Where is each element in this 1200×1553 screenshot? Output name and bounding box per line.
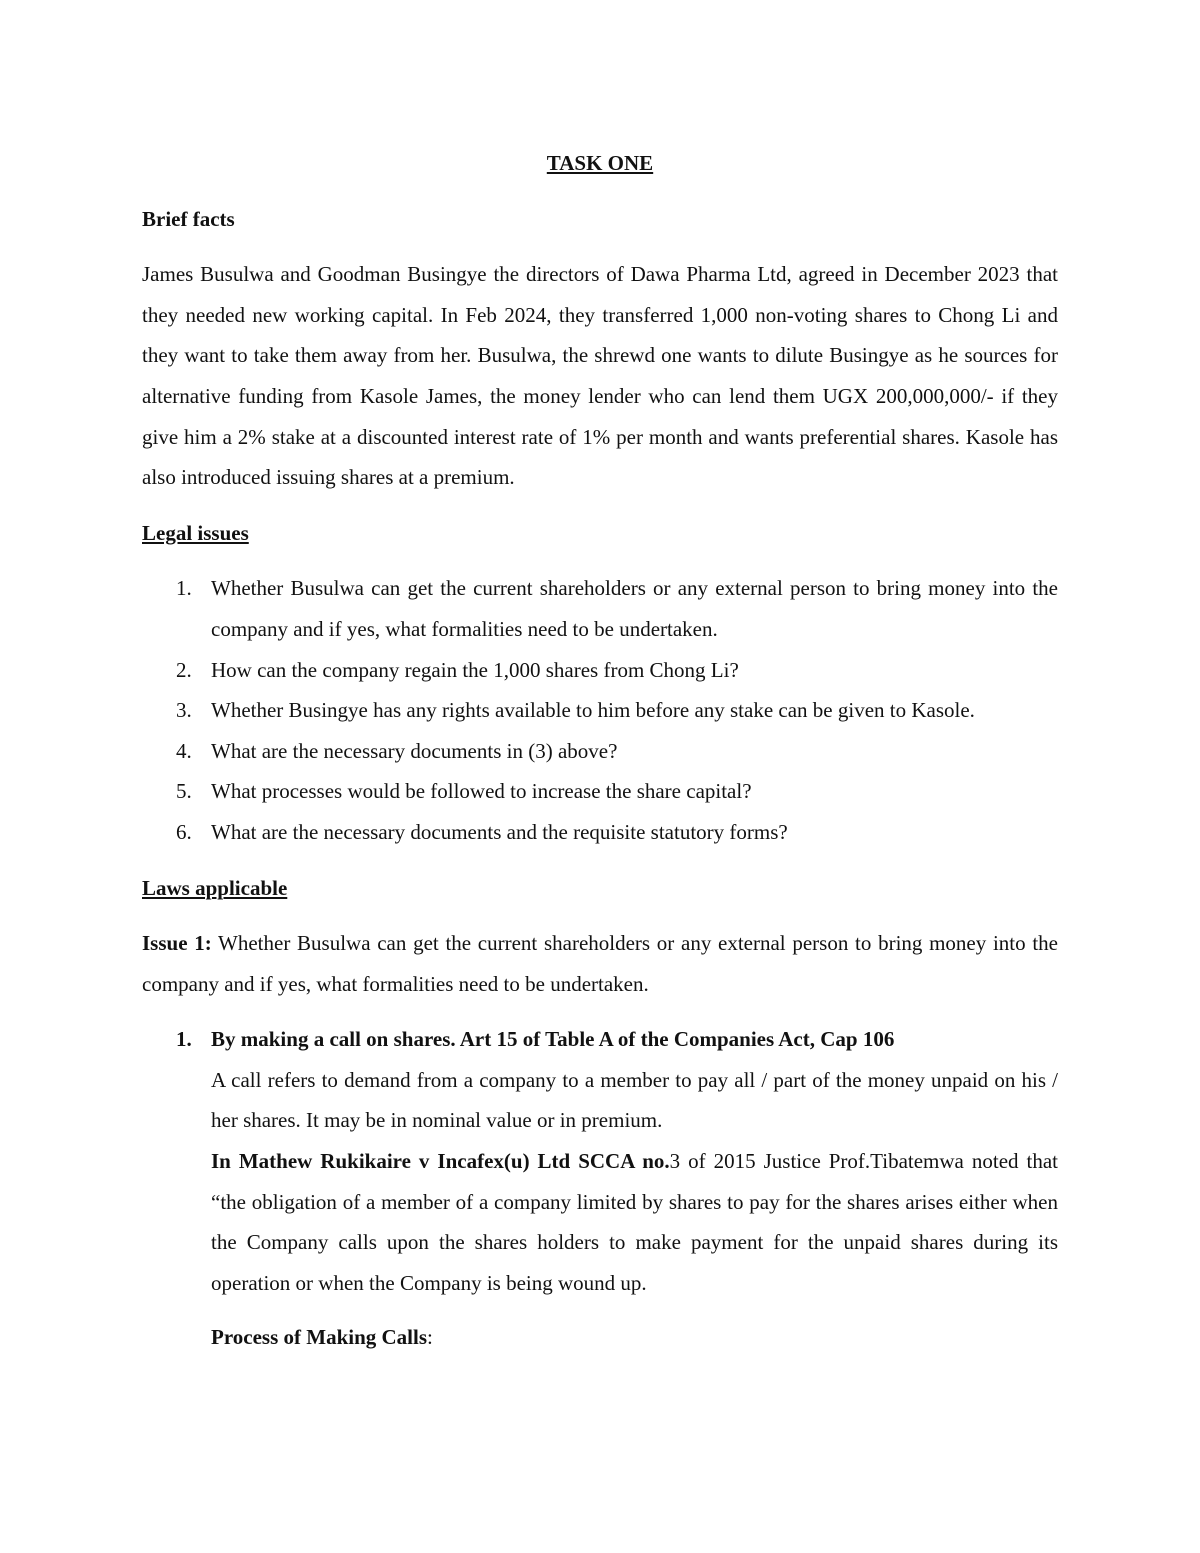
case-citation-paragraph [211, 1141, 1058, 1303]
list-item [142, 650, 1058, 691]
list-item-number: 4. [176, 738, 192, 763]
list-item [142, 568, 1058, 649]
list-item-text: What are the necessary documents in (3) above? [211, 738, 618, 763]
list-item [142, 812, 1058, 853]
method-heading: By making a call on shares. Art 15 of Table A of the Companies Act, Cap 106 [211, 1027, 895, 1052]
list-item-text: What are the necessary documents and the requisite statutory forms? [211, 819, 788, 844]
issue-1-paragraph [142, 923, 1058, 1004]
process-heading-line [211, 1317, 1058, 1358]
list-item-text: Whether Busingye has any rights available to him before any stake can be given to Kasole. [211, 698, 975, 723]
process-heading-colon: : [427, 1325, 433, 1350]
list-item-number: 5. [176, 779, 192, 804]
case-quote: 3 of 2015 Justice Prof.Tibatemwa noted that “the obligation of a member of a company limited by shares to pay for the shares arises either when the Company calls upon the shares holders to make payment for the unpaid shares during its operation or when the Company is being wound up. [211, 1149, 1058, 1295]
legal-issues-heading: Legal issues [142, 520, 249, 545]
brief-facts-heading: Brief facts [142, 206, 235, 231]
brief-facts-paragraph: James Busulwa and Goodman Busingye the directors of Dawa Pharma Ltd, agreed in December 2023 that they needed new working capital. In Feb 2024, they transferred 1,000 non-voting shares to Chong Li and they want to take them away from her. Busulwa, the shrewd one wants to dilute Busingye as he sources for alternative funding from Kasole James, the money lender who can lend them UGX 200,000,000/- if they give him a 2% stake at a discounted interest rate of 1% per month and wants preferential shares. Kasole has also introduced issuing shares at a premium. [142, 262, 1058, 490]
issue-1-text: Whether Busulwa can get the current shareholders or any external person to bring money into the company and if yes, what formalities need to be undertaken. [142, 931, 1058, 996]
list-item-number: 2. [176, 657, 192, 682]
method-number: 1. [176, 1027, 192, 1052]
list-item [142, 731, 1058, 772]
page-title: TASK ONE [546, 151, 654, 175]
list-item-text: How can the company regain the 1,000 shares from Chong Li? [211, 657, 739, 682]
list-item-number: 3. [176, 698, 192, 723]
call-definition: A call refers to demand from a company to a member to pay all / part of the money unpaid on his / her shares. It may be in nominal value or in premium. [211, 1067, 1058, 1133]
process-heading: Process of Making Calls [211, 1325, 428, 1350]
list-item-text: What processes would be followed to increase the share capital? [211, 779, 752, 804]
list-item-text: Whether Busulwa can get the current shareholders or any external person to bring money into the company and if yes, what formalities need to be undertaken. [211, 576, 1058, 641]
list-item [142, 771, 1058, 812]
list-item [142, 690, 1058, 731]
legal-issues-list [142, 568, 1058, 852]
case-name: In Mathew Rukikaire v Incafex(u) Ltd SCCA no. [211, 1149, 670, 1174]
method-call-on-shares [142, 1019, 1058, 1358]
document-body [142, 143, 1058, 1358]
laws-applicable-heading: Laws applicable [142, 875, 288, 900]
issue-1-label: Issue 1: [142, 931, 212, 956]
list-item-number: 1. [176, 576, 192, 601]
list-item-number: 6. [176, 819, 192, 844]
